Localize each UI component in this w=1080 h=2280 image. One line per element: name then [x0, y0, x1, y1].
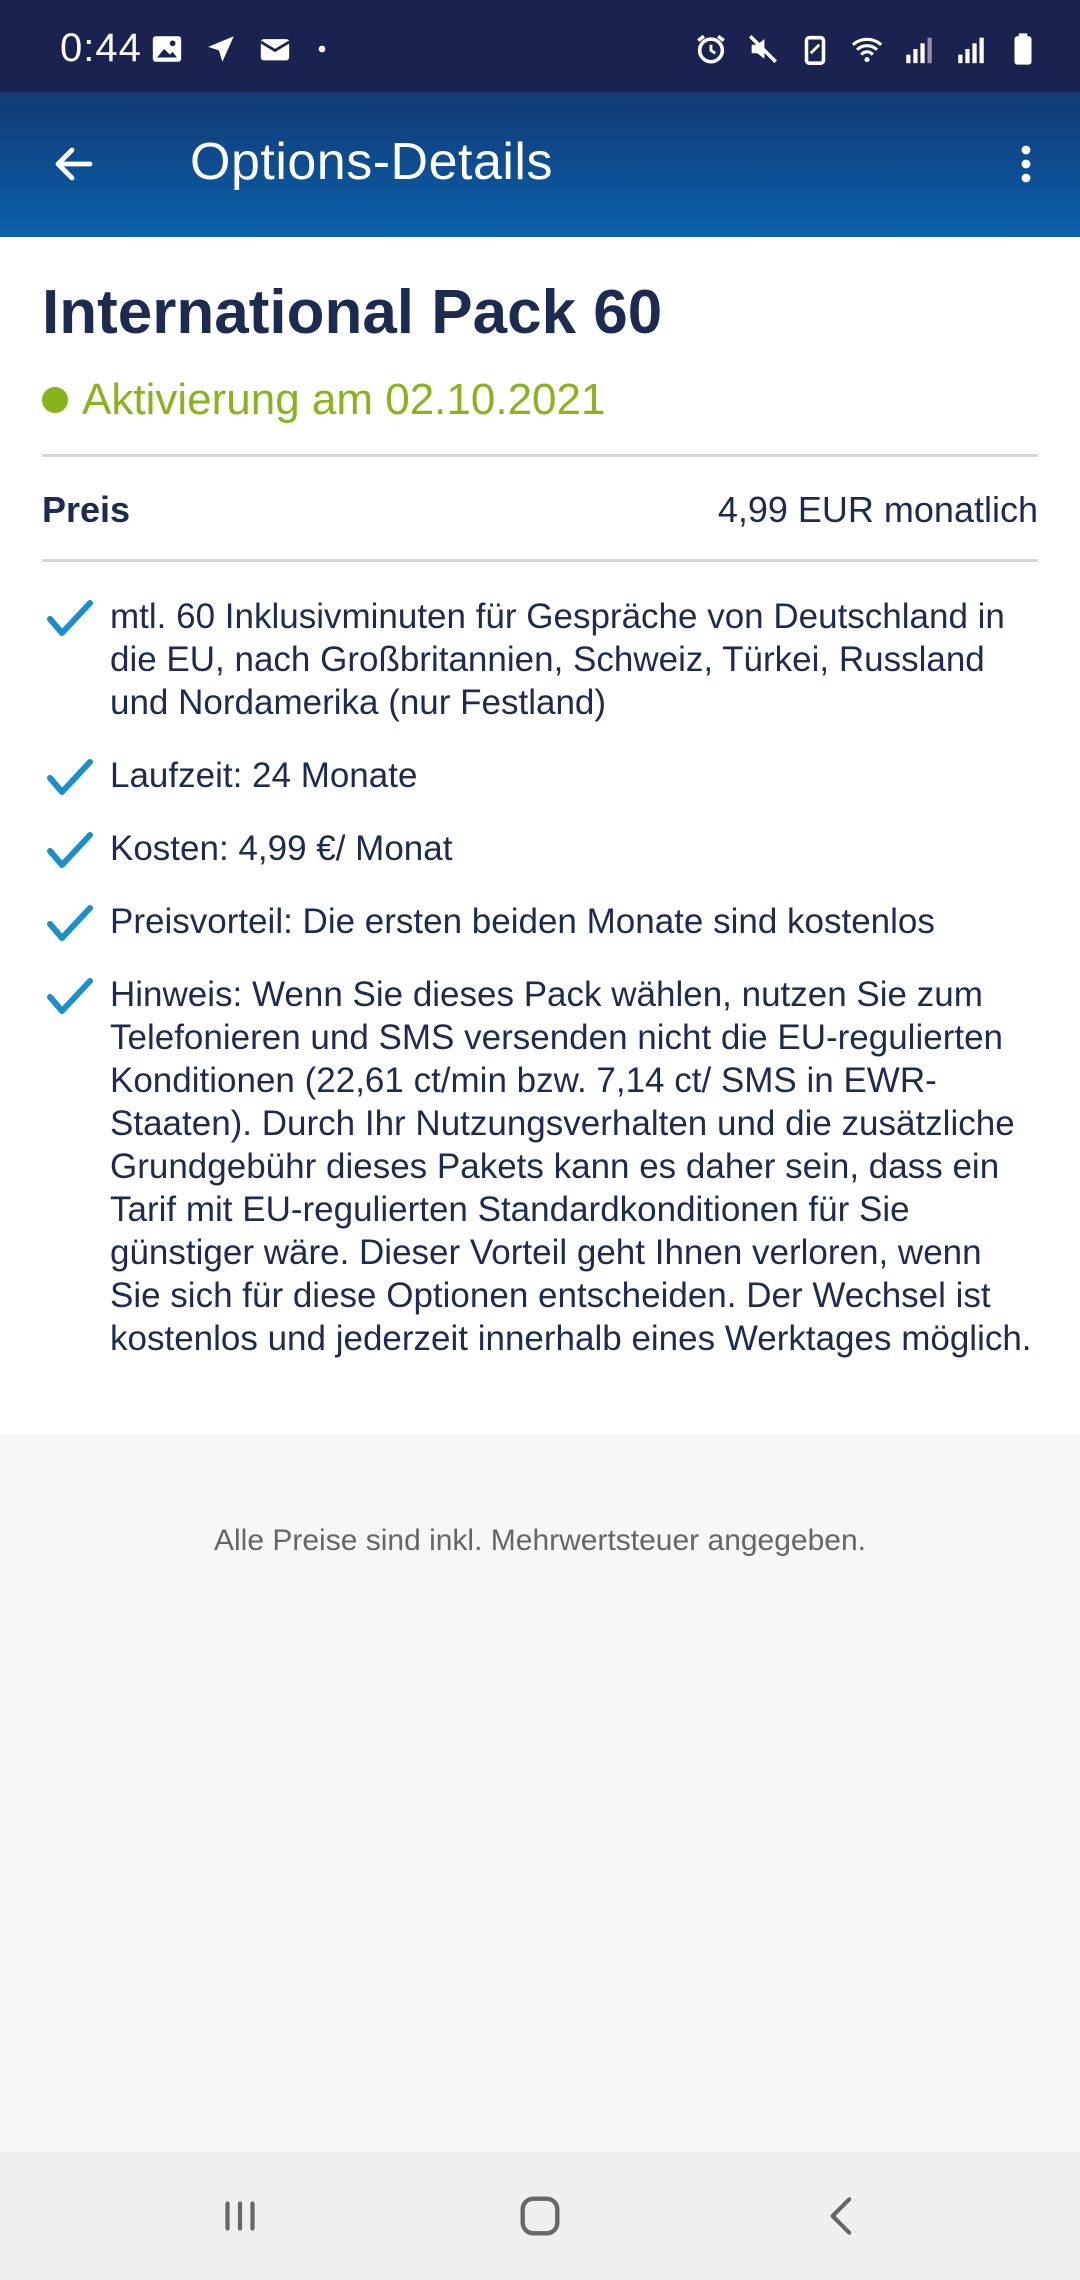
home-icon — [514, 2190, 566, 2242]
feature-text: Kosten: 4,99 €/ Monat — [110, 829, 453, 868]
option-title: International Pack 60 — [42, 278, 663, 347]
feature-list — [42, 595, 1038, 1390]
feature-text: Preisvorteil: Die ersten beiden Monate sind kostenlos — [110, 902, 935, 941]
nav-back-button[interactable] — [803, 2176, 883, 2256]
feature-text: mtl. 60 Inklusivminuten für Gespräche von Deutschland in die EU, nach Großbritannien, Schweiz, Türkei, Russland und Nordamerika (nur Festland) — [110, 597, 1005, 722]
checkmark-icon — [46, 758, 94, 798]
dot-icon — [312, 39, 332, 59]
feature-text: Hinweis: Wenn Sie dieses Pack wählen, nutzen Sie zum Telefonieren und SMS versenden nicht die EU-regulierten Konditionen (22,61 ct/min bzw. 7,14 ct/ SMS in EWR-Staaten). Durch Ihr Nutzungsverhalten und die zusätzliche Grundgebühr dieses Pakets kann es daher sein, dass ein Tarif mit EU-regulierten Standardkonditionen für Sie günstiger wäre. Dieser Vorteil geht Ihnen verloren, wenn Sie sich für diese Optionen entscheiden. Der Wechsel ist kostenlos und jederzeit innerhalb eines Werktages möglich. — [110, 975, 1032, 1358]
system-nav-bar — [0, 2152, 1080, 2280]
price-value: 4,99 EUR monatlich — [717, 489, 1038, 530]
feature-text: Laufzeit: 24 Monate — [110, 756, 418, 795]
overflow-menu-button[interactable] — [992, 130, 1060, 198]
wifi-icon — [850, 32, 884, 66]
status-bar — [0, 0, 1080, 92]
home-button[interactable] — [500, 2176, 580, 2256]
status-time: 0:44 — [60, 26, 142, 70]
feature-item — [42, 754, 1038, 797]
recent-apps-icon — [215, 2191, 265, 2241]
checkmark-icon — [46, 904, 94, 944]
back-icon — [818, 2191, 868, 2241]
back-button[interactable] — [40, 130, 108, 198]
signal-icon — [902, 32, 936, 66]
more-vertical-icon — [1002, 140, 1050, 188]
battery-saver-icon — [798, 32, 832, 66]
status-dot-icon — [42, 387, 68, 413]
signal-roaming-icon — [954, 32, 988, 66]
feature-item — [42, 827, 1038, 870]
location-arrow-icon — [204, 32, 238, 66]
vat-note: Alle Preise sind inkl. Mehrwertsteuer angegeben. — [213, 1524, 867, 1557]
divider — [42, 454, 1038, 457]
checkmark-icon — [46, 599, 94, 639]
alarm-icon — [694, 32, 728, 66]
page-title: Options-Details — [190, 133, 553, 191]
activation-text: Aktivierung am 02.10.2021 — [82, 375, 606, 424]
mail-icon — [258, 32, 292, 66]
feature-item — [42, 900, 1038, 943]
activation-status — [42, 375, 605, 425]
image-icon — [150, 32, 184, 66]
notification-icons — [150, 32, 332, 66]
divider — [42, 559, 1038, 562]
price-label: Preis — [42, 489, 131, 530]
recent-apps-button[interactable] — [200, 2176, 280, 2256]
checkmark-icon — [46, 977, 94, 1017]
arrow-left-icon — [50, 140, 98, 188]
mute-icon — [746, 32, 780, 66]
app-bar — [0, 92, 1080, 237]
system-icons — [694, 32, 1040, 66]
feature-item — [42, 973, 1038, 1360]
option-details-card — [0, 237, 1080, 1434]
checkmark-icon — [46, 831, 94, 871]
feature-item — [42, 595, 1038, 724]
battery-icon — [1006, 32, 1040, 66]
